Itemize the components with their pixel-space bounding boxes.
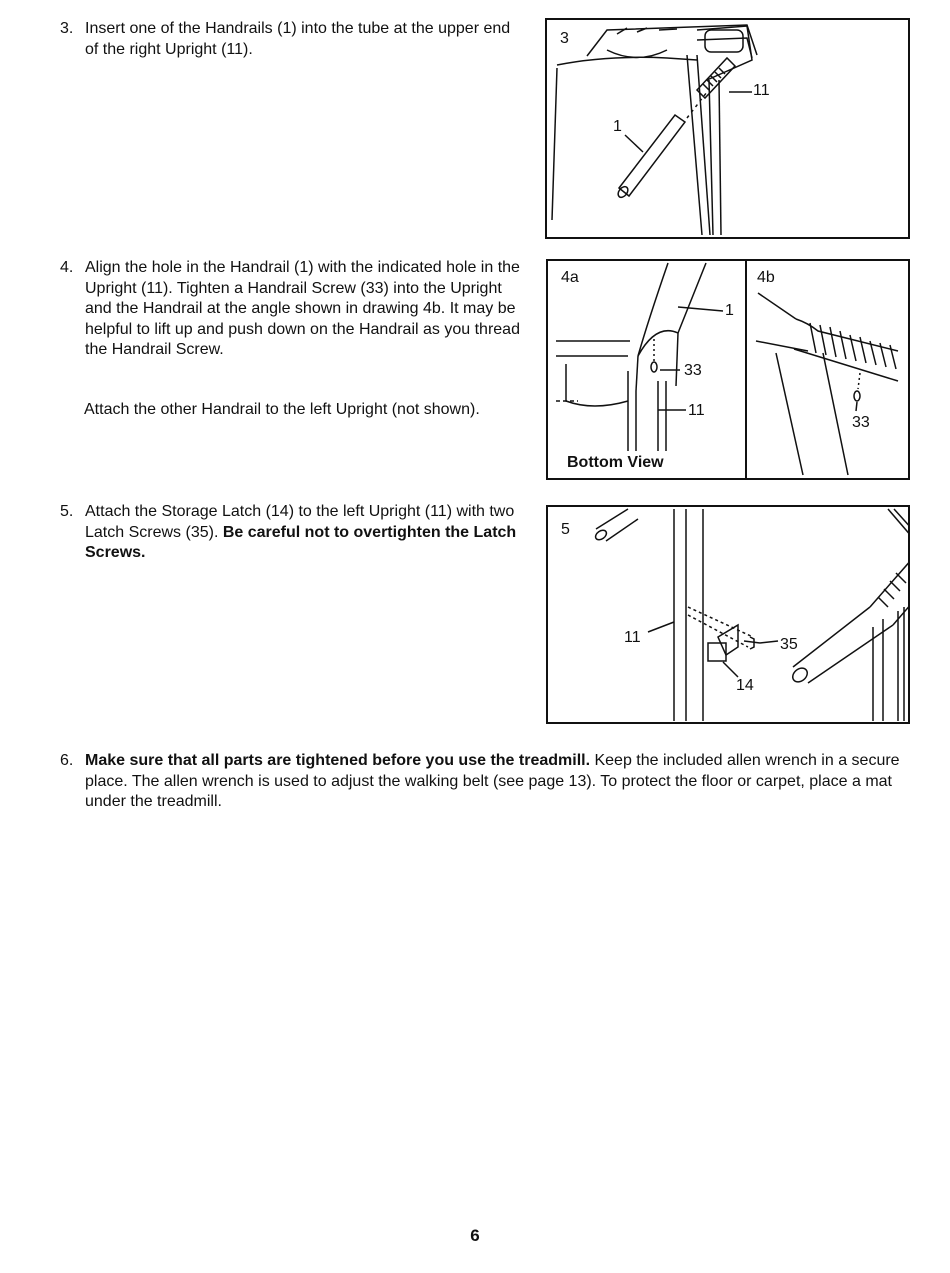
step-text-plain: Attach the Storage Latch (14) to the left Upright (11) with two Latch Screws (35). xyxy=(85,503,515,541)
figure-4b-label: 4b xyxy=(757,269,775,286)
figure-label: 5 xyxy=(561,521,570,538)
callout-upright: 11 xyxy=(624,629,641,646)
figure-3 xyxy=(545,18,910,239)
step-3 xyxy=(60,19,520,60)
figure-caption: Bottom View xyxy=(567,454,664,471)
step-text-plain: Keep the included allen wrench in a secure place. The allen wrench is used to adjust the walking belt (see page 13). To protect the floor or carpet, place a mat under the treadmill. xyxy=(85,752,900,810)
step-4 xyxy=(60,258,520,361)
step-number: 5. xyxy=(60,503,74,520)
callout-screw: 33 xyxy=(684,362,702,379)
step-4-note: Attach the other Handrail to the left Upright (not shown). xyxy=(84,401,480,418)
step-text xyxy=(85,751,900,813)
figure-4-drawing xyxy=(548,261,910,480)
step-text: Insert one of the Handrails (1) into the tube at the upper end of the right Upright (11). xyxy=(85,20,511,58)
callout-screw: 35 xyxy=(780,636,798,653)
callout-handrail: 1 xyxy=(725,302,734,319)
figure-4a-label: 4a xyxy=(561,269,579,286)
figure-5-drawing xyxy=(548,507,910,724)
step-5 xyxy=(60,502,520,564)
callout-latch: 14 xyxy=(736,677,754,694)
step-text-bold: Be careful not to overtighten the Latch Screws. xyxy=(85,523,517,561)
step-number: 4. xyxy=(60,259,74,276)
page-number: 6 xyxy=(470,1226,480,1245)
callout-upright: 11 xyxy=(753,82,770,99)
step-number: 3. xyxy=(60,20,74,37)
callout-handrail: 1 xyxy=(613,118,622,135)
step-text: Align the hole in the Handrail (1) with the indicated hole in the Upright (11). Tighten a Handrail Screw (33) into the Upright and the Handrail at the angle shown in drawing 4b. It may be helpful to lift up and push down on the Handrail as you thread the Handrail Screw. xyxy=(85,259,520,358)
step-6 xyxy=(60,751,900,813)
step-text-bold: Make sure that all parts are tightened before you use the treadmill. xyxy=(85,752,591,769)
step-number: 6. xyxy=(60,752,74,769)
callout-screw: 33 xyxy=(852,414,870,431)
step-text xyxy=(85,502,520,564)
callout-upright: 11 xyxy=(688,402,705,419)
figure-5 xyxy=(546,505,910,724)
figure-label: 3 xyxy=(560,30,569,47)
figure-3-drawing xyxy=(547,20,910,239)
figure-4 xyxy=(546,259,910,480)
